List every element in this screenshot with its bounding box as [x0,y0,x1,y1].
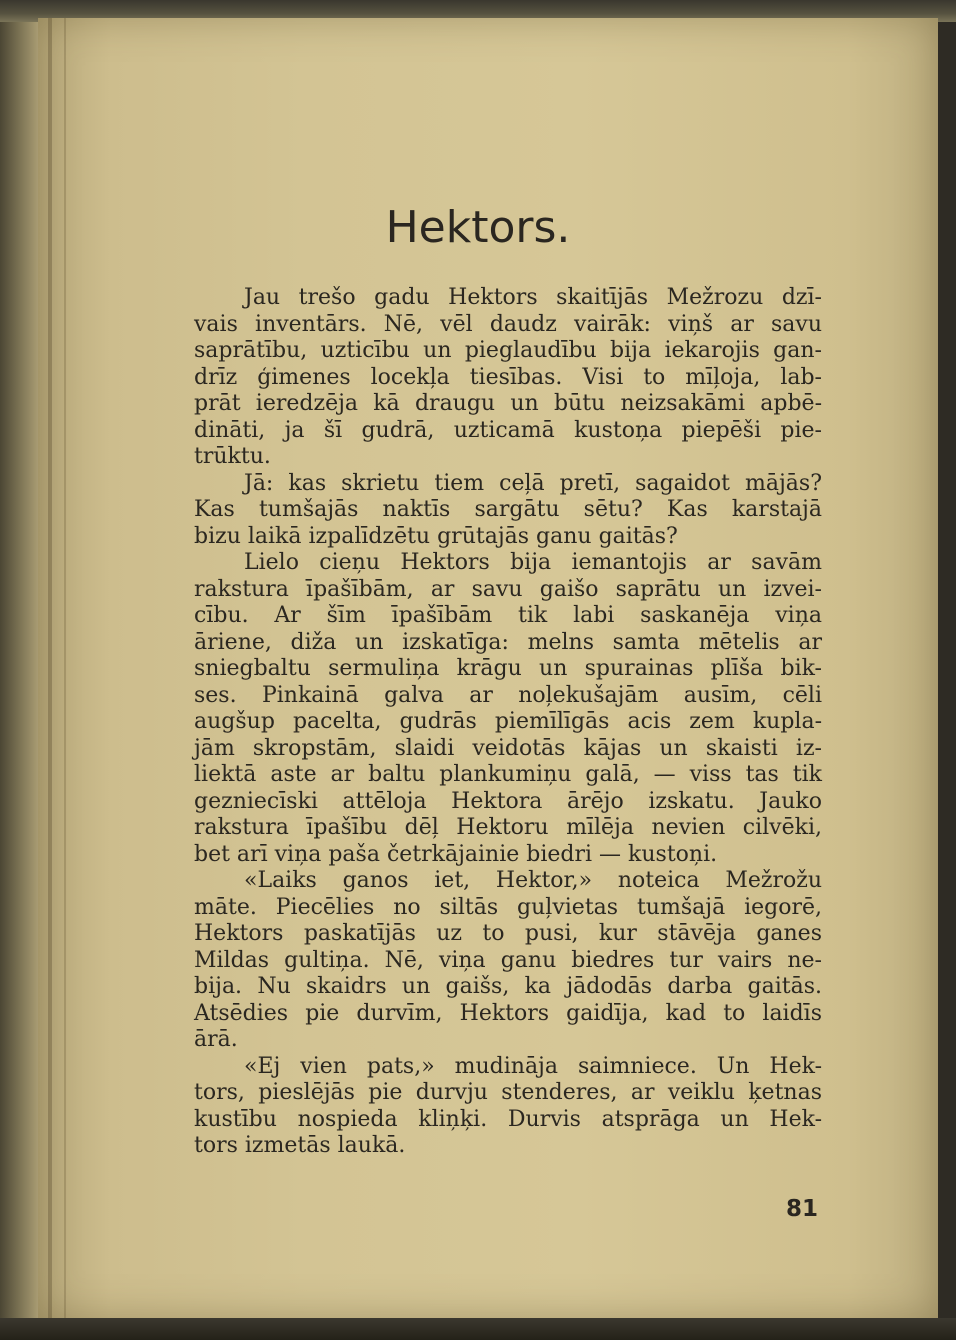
text-line: āriene, diža un izskatīga: melns samta mētelis ar [194,629,822,655]
text-line: drīz ģimenes locekļa tiesības. Visi to mīļoja, lab- [194,364,822,390]
text-line: gezniecīski attēloja Hektora ārējo izskatu. Jauko [194,788,822,814]
text-line: augšup pacelta, gudrās piemīlīgās acis zem kupla- [194,709,822,734]
text-line: Mildas gultiņa. Nē, viņa ganu biedres tur vairs ne- [194,947,822,973]
text-line: vais inventārs. Nē, vēl daudz vairāk: viņš ar savu [194,311,822,337]
text-line: rakstura īpašībām, ar savu gaišo saprātu un izvei- [194,576,822,602]
text-line: liektā aste ar baltu plankumiņu galā, — viss tas tik [194,762,822,787]
text-line: «Ej vien pats,» mudināja saimniece. Un Hek- [244,1053,822,1079]
text-line: Atsēdies pie durvīm, Hektors gaidīja, kad to laidīs [194,1000,822,1026]
page-number: 81 [786,1196,819,1222]
chapter-title: Hektors. [385,202,571,253]
body-text [194,285,822,1160]
text-line: Lielo cieņu Hektors bija iemantojis ar savām [244,550,822,575]
text-line: bet arī viņa paša četrkājainie biedri — kustoņi. [194,841,718,867]
text-line: «Laiks ganos iet, Hektor,» noteica Mežrožu [244,868,822,893]
text-line: saprātību, uzticību un pieglaudību bija iekarojis gan- [194,338,822,363]
text-line: prāt ieredzēja kā draugu un būtu neizsakāmi apbē- [194,391,822,416]
book-bottom-edge [0,1318,956,1340]
text-line: māte. Piecēlies no siltās guļvietas tumšajā iegorē, [194,894,822,920]
text-line: Jau trešo gadu Hektors skaitījās Mežrozu dzī- [244,285,822,310]
text-line: cību. Ar šīm īpašībām tik labi saskanēja viņa [194,603,822,628]
text-line: Jā: kas skrietu tiem ceļā pretī, sagaidot mājās? [244,470,822,496]
text-line: Kas tumšajās naktīs sargātu sētu? Kas karstajā [194,497,822,522]
text-line: ārā. [194,1027,238,1052]
text-line: rakstura īpašību dēļ Hektoru mīlēja nevien cilvēki, [194,815,822,840]
text-line: Hektors paskatījās uz to pusi, kur stāvēja ganes [194,921,822,946]
text-line: tors, pieslējās pie durvju stenderes, ar veiklu ķetnas [194,1080,822,1105]
text-line: bizu laikā izpalīdzētu grūtajās ganu gaitās? [194,523,678,549]
text-line: jām skropstām, slaidi veidotās kājas un skaisti iz- [194,735,822,761]
text-line: trūktu. [194,444,271,469]
text-line: ses. Pinkainā galva ar noļekušajām ausīm, cēli [194,682,822,708]
text-line: sniegbaltu sermuliņa krāgu un spurainas plīša bik- [194,656,822,681]
text-line: bija. Nu skaidrs un gaišs, ka jādodās darba gaitās. [194,974,822,999]
text-line: tors izmetās laukā. [194,1133,406,1158]
text-line: dināti, ja šī gudrā, uzticamā kustoņa piepēši pie- [194,417,822,443]
text-line: kustību nospieda kliņķi. Durvis atsprāga un Hek- [194,1106,822,1132]
